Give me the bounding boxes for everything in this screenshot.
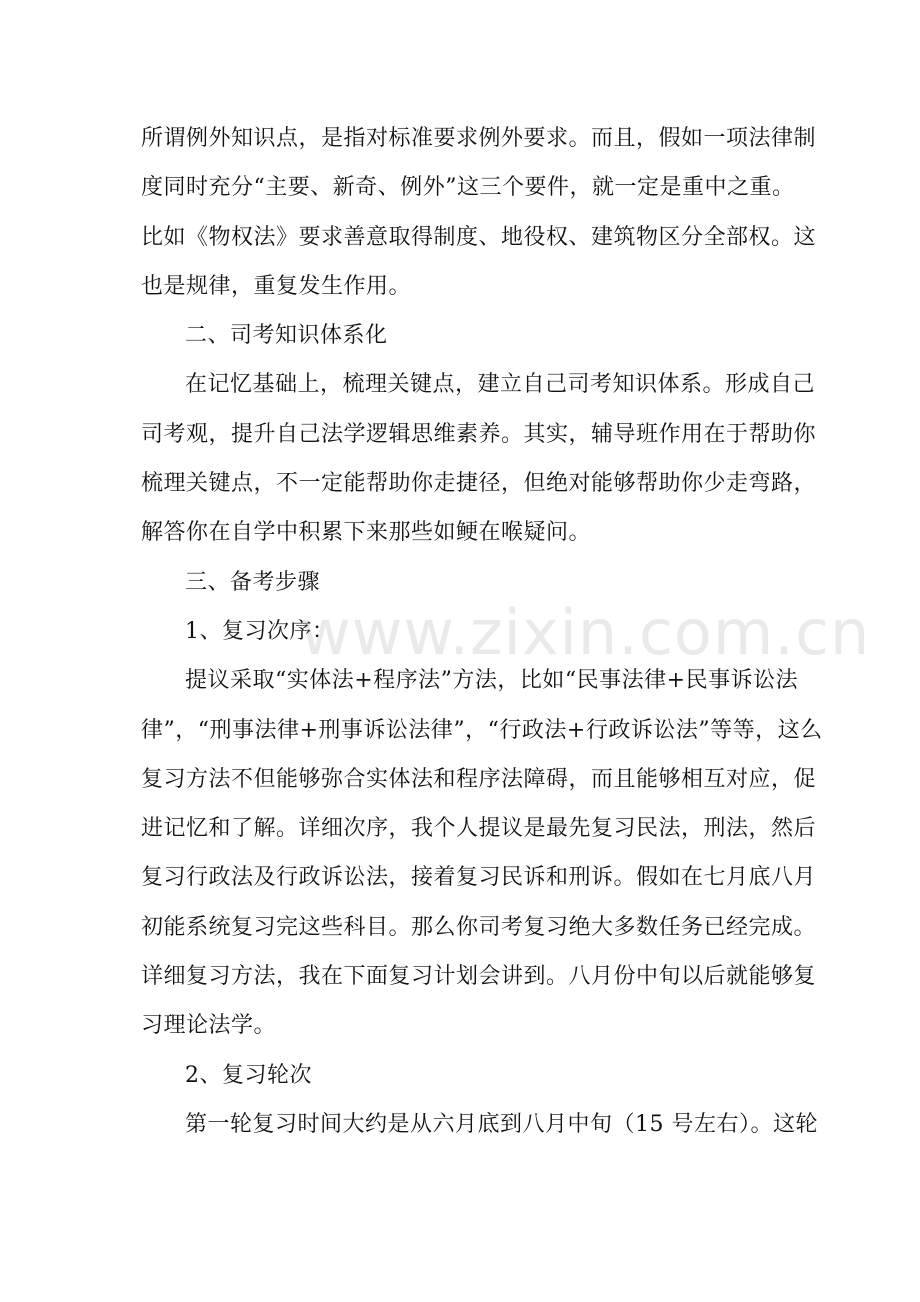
text-line: 解答你在自学中积累下来那些如鲠在喉疑问。 bbox=[141, 520, 592, 546]
text-line: 进记忆和了解。详细次序，我个人提议是最先复习民法，刑法，然后 bbox=[141, 816, 817, 842]
text-line: 梳理关键点，不一定能帮助你走捷径，但绝对能够帮助你少走弯路， bbox=[141, 471, 817, 497]
text-line: 比如《物权法》要求善意取得制度、地役权、建筑物区分全部权。这 bbox=[141, 224, 817, 250]
text-line: 律”，“刑事法律+刑事诉讼法律”，“行政法+行政诉讼法”等等，这么 bbox=[141, 717, 823, 743]
text-line: 提议采取“实体法+程序法”方法，比如“民事法律+民事诉讼法 bbox=[185, 668, 799, 694]
text-line: 司考观，提升自己法学逻辑思维素养。其实，辅导班作用在于帮助你 bbox=[141, 421, 817, 447]
text-line: 复习行政法及行政诉讼法，接着复习民诉和刑诉。假如在七月底八月 bbox=[141, 865, 817, 891]
text-line: 所谓例外知识点，是指对标准要求例外要求。而且，假如一项法律制 bbox=[141, 126, 817, 151]
subsection-heading: 2、复习轮次 bbox=[185, 1062, 312, 1088]
subsection-heading: 1、复习次序： bbox=[185, 618, 335, 644]
text-line: 在记忆基础上，梳理关键点，建立自己司考知识体系。形成自己 bbox=[185, 372, 816, 398]
text-line: 习理论法学。 bbox=[141, 1013, 277, 1039]
text-line: 度同时充分“主要、新奇、例外”这三个要件，就一定是重中之重。 bbox=[141, 175, 795, 201]
watermark: www.zixin.com.cn bbox=[300, 596, 871, 669]
document-body bbox=[141, 114, 823, 1149]
text-line: 复习方法不但能够弥合实体法和程序法障碍，而且能够相互对应，促 bbox=[141, 766, 817, 792]
text-line: 第一轮复习时间大约是从六月底到八月中旬（15 号左右）。这轮 bbox=[185, 1111, 818, 1137]
text-line: 详细复习方法，我在下面复习计划会讲到。八月份中旬以后就能够复 bbox=[141, 964, 817, 990]
section-heading: 三、备考步骤 bbox=[185, 569, 321, 595]
section-heading: 二、司考知识体系化 bbox=[185, 323, 388, 349]
text-line: 也是规律，重复发生作用。 bbox=[141, 273, 412, 299]
text-line: 初能系统复习完这些科目。那么你司考复习绝大多数任务已经完成。 bbox=[141, 914, 817, 940]
